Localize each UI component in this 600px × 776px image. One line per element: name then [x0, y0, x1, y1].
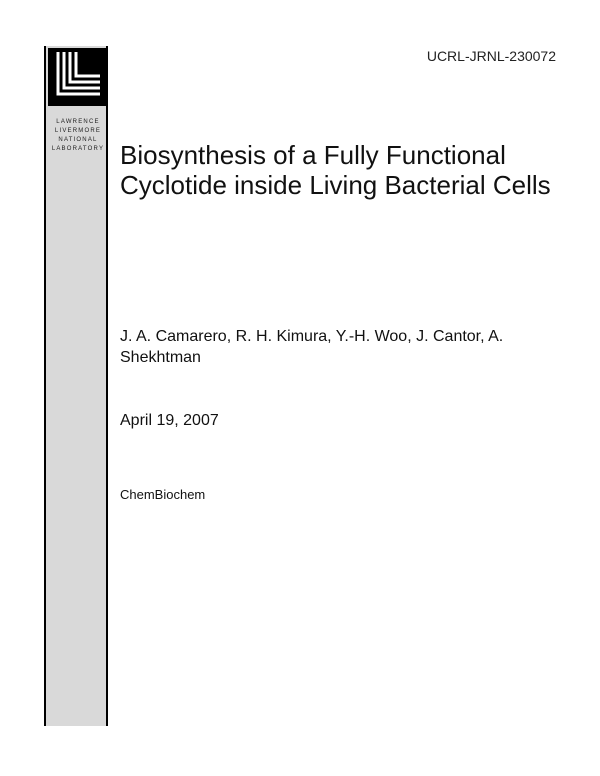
author-list: J. A. Camarero, R. H. Kimura, Y.-H. Woo, J. Cantor, A. Shekhtman — [120, 328, 504, 366]
lab-name-line: NATIONAL — [58, 137, 98, 143]
document-title: Biosynthesis of a Fully Functional Cyclotide inside Living Bacterial Cells — [120, 140, 551, 200]
lab-name-line: LIVERMORE — [54, 128, 102, 134]
report-number: UCRL-JRNL-230072 — [426, 48, 556, 64]
journal-name: ChemBiochem — [120, 487, 206, 502]
lab-name-line: LAWRENCE — [56, 119, 100, 125]
lab-name-line: LABORATORY — [51, 146, 105, 152]
laboratory-name — [48, 118, 108, 154]
publication-date: April 19, 2007 — [120, 412, 219, 429]
llnl-l-logo-icon — [48, 48, 106, 106]
